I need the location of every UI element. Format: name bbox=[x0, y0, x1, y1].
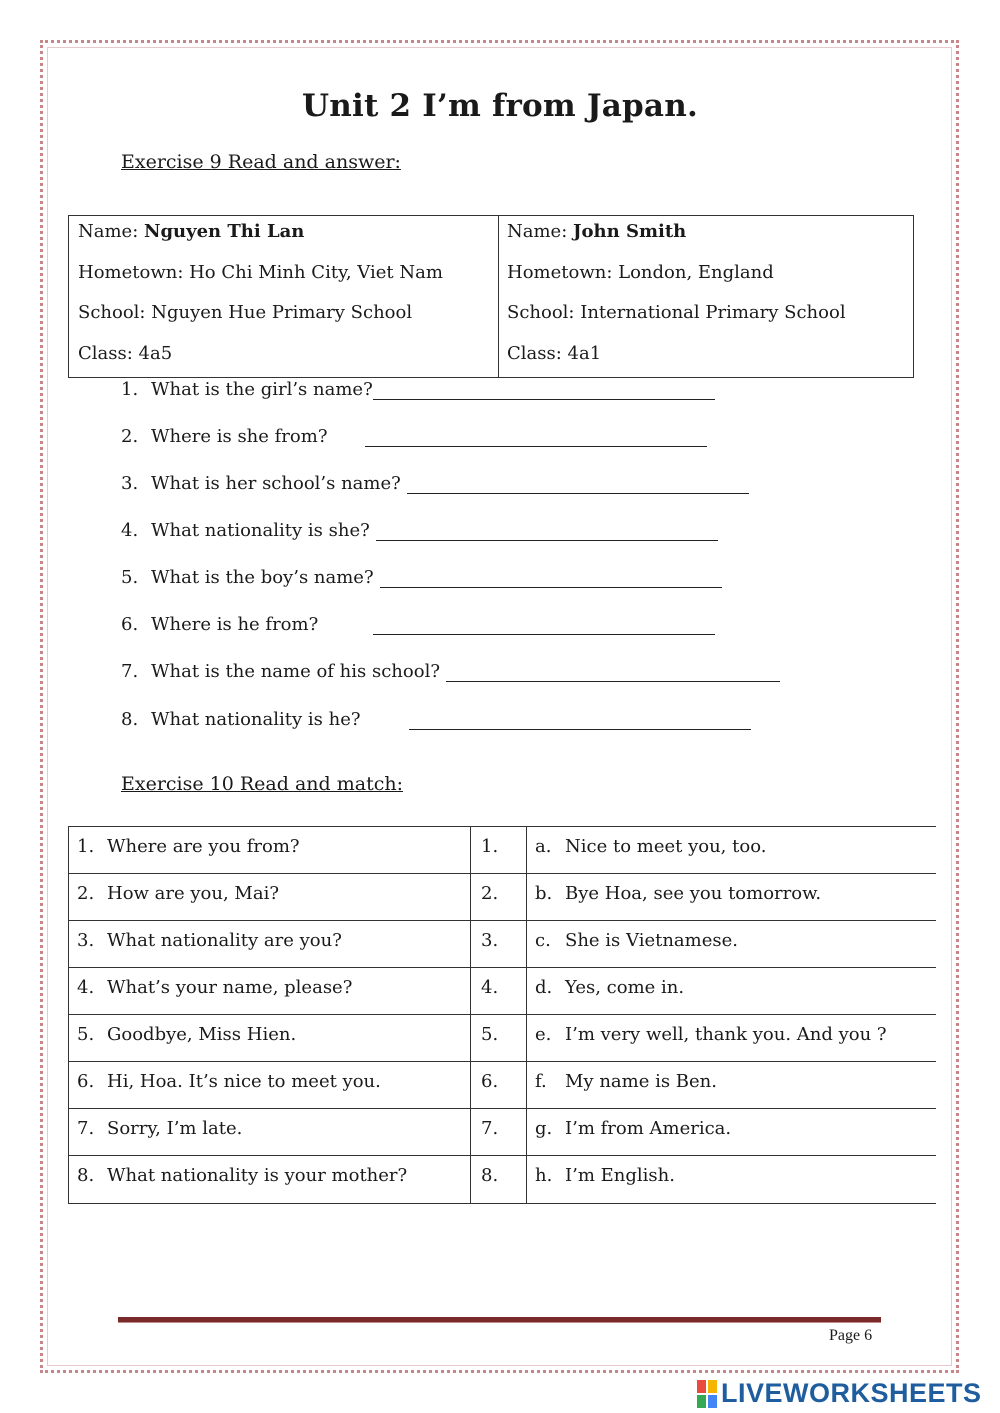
profile-boy bbox=[499, 216, 913, 377]
match-answer-slot[interactable]: 6. bbox=[471, 1062, 527, 1109]
question-text: What nationality is she? bbox=[151, 520, 370, 541]
question-number: 6. bbox=[121, 614, 139, 635]
option-text: Bye Hoa, see you tomorrow. bbox=[565, 883, 822, 904]
match-question bbox=[69, 1156, 471, 1204]
item-number: 5. bbox=[77, 1024, 95, 1045]
profile-table bbox=[68, 215, 914, 378]
match-option bbox=[527, 1062, 937, 1109]
question-text: What is the girl’s name? bbox=[151, 379, 373, 400]
question-5 bbox=[121, 567, 722, 588]
table-row bbox=[69, 968, 937, 1015]
match-option bbox=[527, 874, 937, 921]
question-text: What nationality is he? bbox=[151, 709, 361, 730]
question-text: Goodbye, Miss Hien. bbox=[107, 1024, 297, 1045]
option-text: My name is Ben. bbox=[565, 1071, 717, 1092]
answer-blank[interactable] bbox=[373, 379, 715, 400]
question-number: 5. bbox=[121, 567, 139, 588]
answer-blank[interactable] bbox=[376, 520, 718, 541]
match-question bbox=[69, 1062, 471, 1109]
match-question bbox=[69, 874, 471, 921]
profile-name: John Smith bbox=[573, 221, 687, 242]
question-text: What’s your name, please? bbox=[107, 977, 353, 998]
match-option bbox=[527, 1015, 937, 1062]
question-text: Where is she from? bbox=[151, 426, 328, 447]
profile-hometown: Hometown: London, England bbox=[507, 261, 774, 283]
page-number: Page 6 bbox=[829, 1327, 873, 1344]
item-number: 8. bbox=[77, 1165, 95, 1186]
table-row bbox=[69, 1062, 937, 1109]
table-row bbox=[69, 1015, 937, 1062]
option-letter: h. bbox=[535, 1165, 553, 1186]
option-text: I’m very well, thank you. And you ? bbox=[565, 1024, 887, 1045]
question-text: What nationality are you? bbox=[107, 930, 342, 951]
option-letter: b. bbox=[535, 883, 553, 904]
match-option bbox=[527, 1156, 937, 1204]
table-row bbox=[69, 1156, 937, 1204]
table-row bbox=[69, 921, 937, 968]
option-letter: e. bbox=[535, 1024, 552, 1045]
liveworksheets-logo[interactable] bbox=[697, 1378, 982, 1409]
question-text: Where is he from? bbox=[151, 614, 319, 635]
profile-hometown: Hometown: Ho Chi Minh City, Viet Nam bbox=[78, 261, 443, 283]
match-answer-slot[interactable]: 3. bbox=[471, 921, 527, 968]
question-6 bbox=[121, 614, 715, 635]
answer-blank[interactable] bbox=[365, 426, 707, 447]
question-text: What is the name of his school? bbox=[151, 661, 440, 682]
match-question bbox=[69, 827, 471, 874]
option-letter: c. bbox=[535, 930, 551, 951]
item-number: 7. bbox=[77, 1118, 95, 1139]
option-letter: d. bbox=[535, 977, 553, 998]
option-text: I’m from America. bbox=[565, 1118, 732, 1139]
question-number: 3. bbox=[121, 473, 139, 494]
profile-girl bbox=[69, 216, 499, 377]
question-8 bbox=[121, 709, 751, 730]
footer-rule bbox=[118, 1317, 881, 1323]
profile-name-row bbox=[507, 220, 913, 261]
match-answer-slot[interactable]: 4. bbox=[471, 968, 527, 1015]
option-letter: f. bbox=[535, 1071, 547, 1092]
option-text: Nice to meet you, too. bbox=[565, 836, 767, 857]
exercise-9-heading: Exercise 9 Read and answer: bbox=[121, 151, 401, 173]
item-number: 4. bbox=[77, 977, 95, 998]
logo-mark-icon bbox=[697, 1380, 717, 1408]
question-number: 1. bbox=[121, 379, 139, 400]
item-number: 1. bbox=[77, 836, 95, 857]
question-text: Sorry, I’m late. bbox=[107, 1118, 243, 1139]
exercise-10-heading: Exercise 10 Read and match: bbox=[121, 773, 403, 795]
match-answer-slot[interactable]: 7. bbox=[471, 1109, 527, 1156]
question-text: What nationality is your mother? bbox=[107, 1165, 408, 1186]
question-number: 2. bbox=[121, 426, 139, 447]
question-1 bbox=[121, 379, 715, 400]
page-title: Unit 2 I’m from Japan. bbox=[302, 88, 698, 124]
table-row bbox=[69, 827, 937, 874]
question-text: What is her school’s name? bbox=[151, 473, 401, 494]
question-text: What is the boy’s name? bbox=[151, 567, 374, 588]
question-4 bbox=[121, 520, 718, 541]
match-option bbox=[527, 968, 937, 1015]
match-option bbox=[527, 921, 937, 968]
question-number: 7. bbox=[121, 661, 139, 682]
answer-blank[interactable] bbox=[373, 614, 715, 635]
question-2 bbox=[121, 426, 707, 447]
option-text: Yes, come in. bbox=[565, 977, 685, 998]
matching-table bbox=[68, 826, 936, 1204]
answer-blank[interactable] bbox=[446, 661, 780, 682]
item-number: 2. bbox=[77, 883, 95, 904]
match-question bbox=[69, 921, 471, 968]
table-row bbox=[69, 874, 937, 921]
match-answer-slot[interactable]: 2. bbox=[471, 874, 527, 921]
profile-class: Class: 4a5 bbox=[78, 342, 173, 364]
match-answer-slot[interactable]: 1. bbox=[471, 827, 527, 874]
item-number: 3. bbox=[77, 930, 95, 951]
answer-blank[interactable] bbox=[409, 709, 751, 730]
profile-name: Nguyen Thi Lan bbox=[144, 221, 305, 242]
profile-name-row bbox=[78, 220, 498, 261]
match-question bbox=[69, 1015, 471, 1062]
question-text: Where are you from? bbox=[107, 836, 300, 857]
question-number: 4. bbox=[121, 520, 139, 541]
match-option bbox=[527, 827, 937, 874]
answer-blank[interactable] bbox=[407, 473, 749, 494]
profile-school: School: Nguyen Hue Primary School bbox=[78, 302, 413, 323]
question-text: Hi, Hoa. It’s nice to meet you. bbox=[107, 1071, 381, 1092]
profile-class: Class: 4a1 bbox=[507, 342, 602, 364]
question-7 bbox=[121, 661, 780, 682]
option-letter: a. bbox=[535, 836, 552, 857]
name-label: Name: bbox=[78, 221, 144, 242]
question-text: How are you, Mai? bbox=[107, 883, 279, 904]
option-text: She is Vietnamese. bbox=[565, 930, 738, 951]
answer-blank[interactable] bbox=[380, 567, 722, 588]
match-question bbox=[69, 968, 471, 1015]
question-3 bbox=[121, 473, 749, 494]
option-text: I’m English. bbox=[565, 1165, 675, 1186]
match-option bbox=[527, 1109, 937, 1156]
profile-school: School: International Primary School bbox=[507, 302, 846, 323]
table-row bbox=[69, 1109, 937, 1156]
question-number: 8. bbox=[121, 709, 139, 730]
name-label: Name: bbox=[507, 221, 573, 242]
item-number: 6. bbox=[77, 1071, 95, 1092]
match-answer-slot[interactable]: 8. bbox=[471, 1156, 527, 1204]
option-letter: g. bbox=[535, 1118, 553, 1139]
match-question bbox=[69, 1109, 471, 1156]
logo-text: LIVEWORKSHEETS bbox=[721, 1378, 982, 1408]
match-answer-slot[interactable]: 5. bbox=[471, 1015, 527, 1062]
